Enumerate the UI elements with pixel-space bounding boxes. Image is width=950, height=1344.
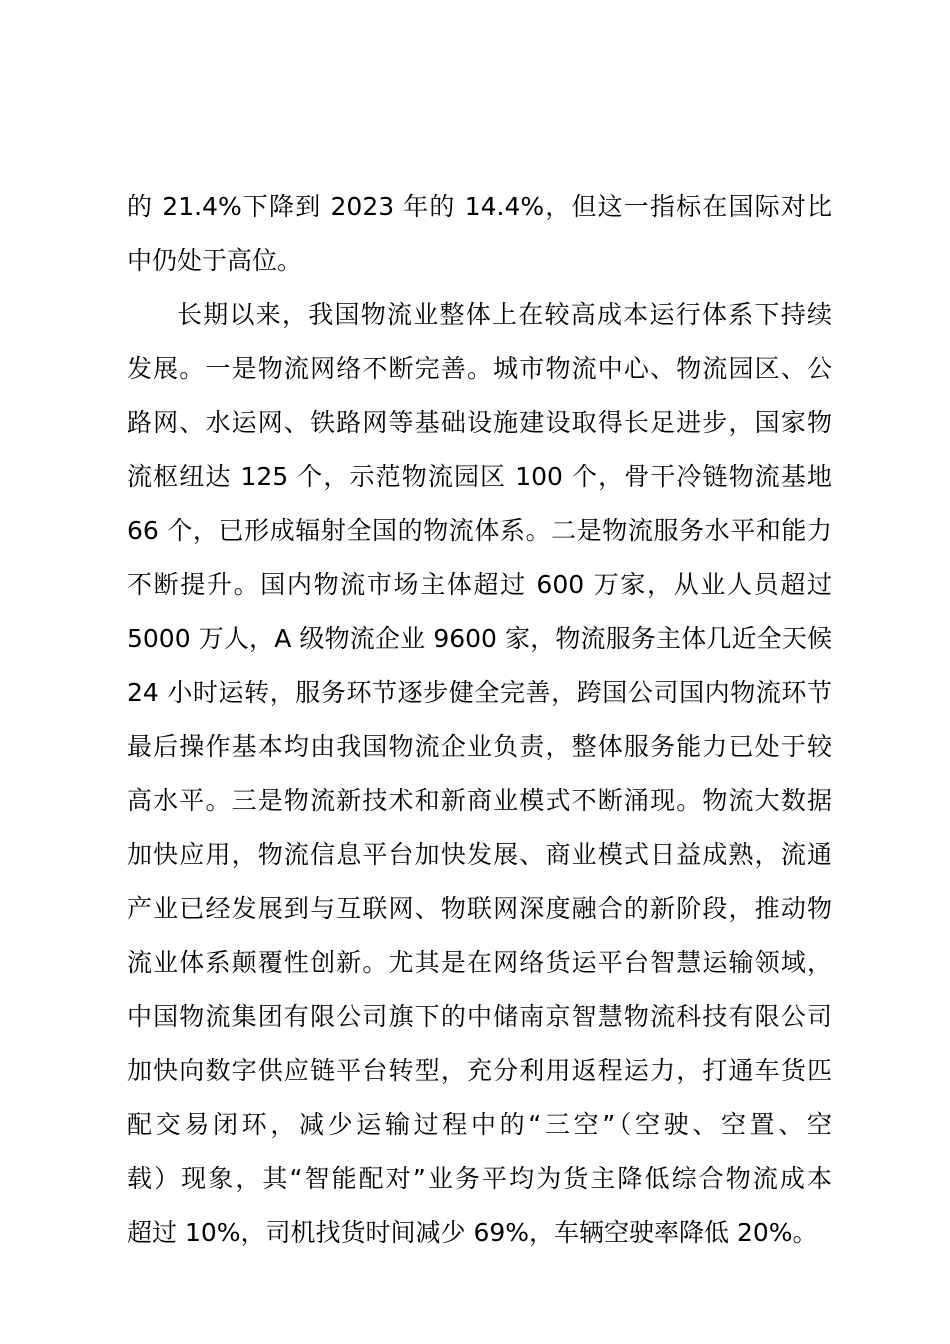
text-line: 66 个，已形成辐射全国的物流体系。二是物流服务水平和能力 [127,516,832,545]
text-line: 发展。一是物流网络不断完善。城市物流中心、物流园区、公 [127,354,832,383]
text-line: 超过 10%，司机找货时间减少 69%，车辆空驶率降低 20%。 [127,1218,818,1247]
text-line: 流枢纽达 125 个，示范物流园区 100 个，骨干冷链物流基地 [127,462,832,491]
text-line: 不断提升。国内物流市场主体超过 600 万家，从业人员超过 [127,570,832,599]
text-line: 产业已经发展到与互联网、物联网深度融合的新阶段，推动物 [127,894,832,923]
text-line: 配交易闭环，减少运输过程中的“三空”（空驶、空置、空 [127,1110,832,1139]
text-line: 流业体系颠覆性创新。尤其是在网络货运平台智慧运输领域， [127,948,832,977]
text-line: 中国物流集团有限公司旗下的中储南京智慧物流科技有限公司 [127,1002,832,1031]
text-line: 高水平。三是物流新技术和新商业模式不断涌现。物流大数据 [127,786,832,815]
text-line: 最后操作基本均由我国物流企业负责，整体服务能力已处于较 [127,732,832,761]
paragraph-1 [127,180,832,288]
text-line: 5000 万人，A 级物流企业 9600 家，物流服务主体几近全天候 [127,624,832,653]
text-line: 路网、水运网、铁路网等基础设施建设取得长足进步，国家物 [127,408,832,437]
text-line: 24 小时运转，服务环节逐步健全完善，跨国公司国内物流环节 [127,678,832,707]
text-line: 中仍处于高位。 [127,246,303,275]
body-text [127,180,832,1260]
text-line: 加快应用，物流信息平台加快发展、商业模式日益成熟，流通 [127,840,832,869]
text-line: 载）现象，其“智能配对”业务平均为货主降低综合物流成本 [127,1164,832,1193]
text-line: 的 21.4%下降到 2023 年的 14.4%，但这一指标在国际对比 [127,192,832,221]
paragraph-2 [127,288,832,1260]
text-line: 加快向数字供应链平台转型，充分利用返程运力，打通车货匹 [127,1056,832,1085]
text-line: 长期以来，我国物流业整体上在较高成本运行体系下持续 [177,300,832,329]
